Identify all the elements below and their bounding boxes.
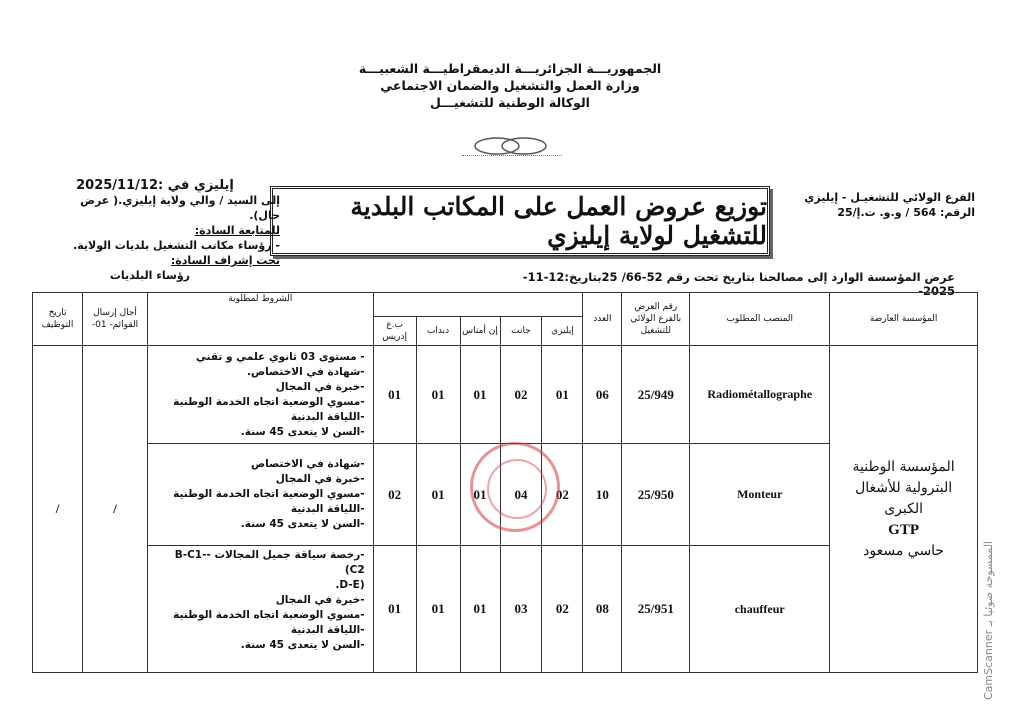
company-line: الكبرى: [884, 500, 923, 517]
bordj: 01: [373, 346, 416, 444]
in-amenas: 01: [460, 444, 500, 546]
scanner-watermark: CamScanner الممسوحة ضوئيا بـ: [982, 541, 995, 700]
condition: -شهادة في الاختصاص: [251, 458, 365, 470]
ministry-name: وزارة العمل والتشغيل والضمان الاجتماعي: [380, 78, 640, 93]
reference-number: الرقم: 564 / و.و. ت.إ/25: [837, 206, 975, 219]
recipient: إلى السيد / والي ولاية إيليزي.( عرض حال).: [80, 194, 280, 222]
table-row: [33, 346, 978, 444]
illizi: 02: [542, 546, 583, 673]
illizi: 01: [542, 346, 583, 444]
condition: -اللياقة البدنية: [290, 624, 365, 636]
logo-caption: [462, 155, 562, 159]
supervision-value: رؤساء البلديات: [109, 269, 190, 282]
deadline: /: [83, 346, 148, 673]
letter-date: إيليزي في :2025/11/12: [76, 178, 234, 193]
conditions: [147, 346, 373, 444]
conditions: [147, 546, 373, 673]
djanet: 04: [500, 444, 542, 546]
branch-name: الفرع الولائي للتشغيـل - إيليزي: [804, 191, 975, 204]
recipients-block: [50, 178, 280, 283]
condition: (D-E.: [335, 579, 365, 591]
condition: -رخصة سياقة جميل المجالات -B-C1-C2): [174, 549, 365, 576]
condition: -اللياقة البدنية: [290, 410, 365, 423]
col-post: المنصب المطلوب: [690, 293, 830, 346]
agency-name: الوكالة الوطنية للتشغيـــل: [430, 95, 590, 110]
hiring-date: /: [33, 346, 83, 673]
bordj: 02: [373, 444, 416, 546]
document-title: توزيع عروض العمل على المكاتب البلدية للتشغيل لولاية إيليزي: [270, 186, 770, 256]
col-hiring-date: تاريخ التوظيف: [33, 293, 83, 346]
bordj: 01: [373, 546, 416, 673]
official-stamp: [470, 442, 560, 532]
col-offer-no: رقم العرض بالفرع الولائي للتشغيل: [622, 293, 690, 346]
count: 06: [583, 346, 622, 444]
condition: - مستوى 03 ثانوي علمي و تقني: [195, 350, 365, 363]
offer-reference-line: عرض المؤسسة الوارد إلى مصالحنا بتاريخ تحت رقم 52-66/ 25بتاريخ:12-11-2025-: [522, 270, 955, 298]
condition: -السن لا يتعدى 45 سنة.: [240, 639, 365, 651]
col-illizi: إيليزي: [542, 317, 583, 346]
follow-label: للمتابعة السادة:: [194, 224, 280, 237]
col-company: المؤسسة العارضة: [830, 293, 978, 346]
conditions: [147, 444, 373, 546]
condition: -مسوي الوضعية اتجاه الخدمة الوطنية: [173, 395, 365, 408]
condition: -شهادة في الاختصاص.: [247, 365, 365, 378]
condition: -السن لا يتعدى 45 سنة.: [240, 425, 365, 438]
condition: -مسوي الوضعية اتجاه الخدمة الوطنية: [173, 488, 365, 500]
col-in-amenas: إن أمناس: [460, 317, 500, 346]
col-debdeb: دبداب: [416, 317, 460, 346]
in-amenas: 01: [460, 546, 500, 673]
offer-no: 25/950: [622, 444, 690, 546]
company-cell: [830, 346, 978, 673]
letterhead: [330, 60, 690, 111]
offer-no: 25/949: [622, 346, 690, 444]
condition: -مسوي الوضعية اتجاه الخدمة الوطنية: [173, 609, 365, 621]
sender-block: [770, 190, 975, 220]
follow-value: - رؤساء مكاتب التشغيل بلديات الولاية.: [73, 239, 280, 252]
condition: -خبرة في المجال: [275, 380, 365, 393]
company-line: المؤسسة الوطنية: [852, 458, 955, 475]
col-deadline: أجال إرسال القوائم- 01-: [83, 293, 148, 346]
supervision-label: تحت إشراف السادة:: [170, 254, 280, 267]
company-location: حاسي مسعود: [863, 542, 945, 559]
in-amenas: 01: [460, 346, 500, 444]
offer-no: 25/951: [622, 546, 690, 673]
condition: -خبرة في المجال: [275, 473, 365, 485]
col-conditions: الشروط لمطلوبة: [147, 293, 373, 346]
post: Monteur: [690, 444, 830, 546]
company-code: GTP: [888, 521, 920, 538]
condition: -اللياقة البدنية: [290, 503, 365, 515]
republic-name: الجمهوريـــة الجزائريـــة الديمقراطيـــة الشعبيـــة: [358, 61, 662, 76]
post: chauffeur: [690, 546, 830, 673]
count: 08: [583, 546, 622, 673]
col-djanet: جانت: [500, 317, 542, 346]
col-distribution: [373, 293, 583, 317]
debdeb: 01: [416, 346, 460, 444]
company-line: البترولية للأشغال: [855, 479, 953, 496]
col-bordj: ب.ع إدريس: [373, 317, 416, 346]
post: Radiométallographe: [690, 346, 830, 444]
col-count: العدد: [583, 293, 622, 346]
illizi: 02: [542, 444, 583, 546]
djanet: 03: [500, 546, 542, 673]
count: 10: [583, 444, 622, 546]
condition: -خبرة في المجال: [275, 594, 365, 606]
debdeb: 01: [416, 444, 460, 546]
condition: -السن لا يتعدى 45 سنة.: [240, 518, 365, 530]
debdeb: 01: [416, 546, 460, 673]
djanet: 02: [500, 346, 542, 444]
